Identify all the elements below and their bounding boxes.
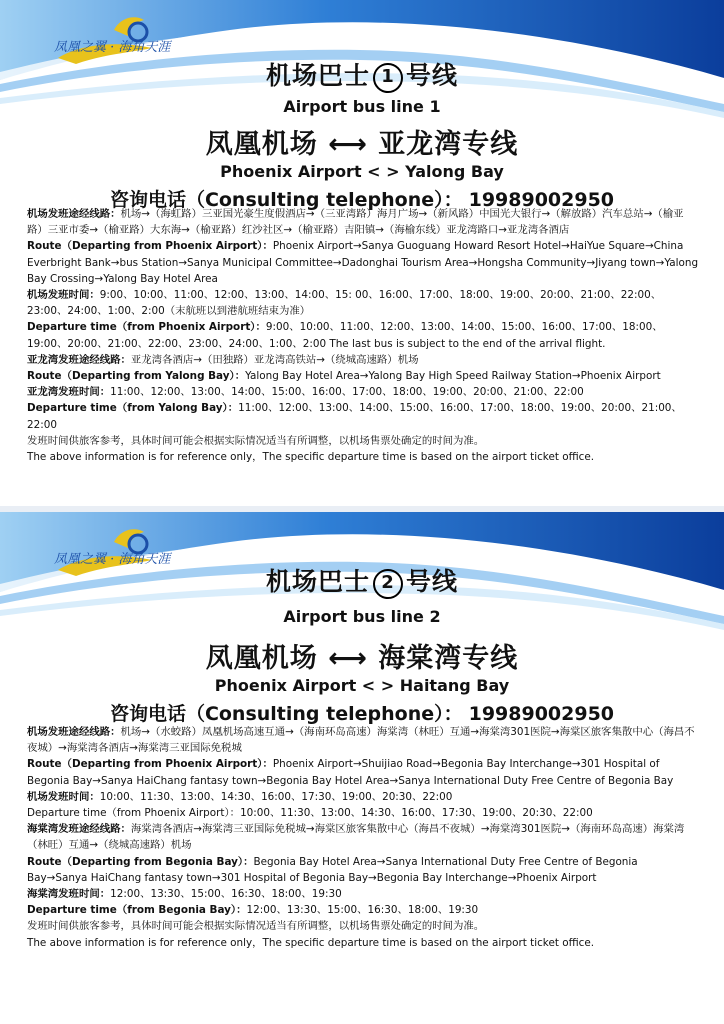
title-prefix: 机场巴士 xyxy=(265,61,370,90)
value: 机场→（海虹路）三亚国光豪生度假酒店→（三亚湾路）海月广场→（新风路）中国光大银行→（解放路）汽车总站→（榆亚路）三亚市委→（榆亚路）大东海→（榆亚路）红沙社区→（榆亚路）吉阳镇→（海榆东线）亚龙湾路口→亚龙湾各酒店 xyxy=(27,208,684,237)
airport-route-en xyxy=(27,238,699,287)
bay-time-cn xyxy=(27,886,699,902)
route-title-english: Phoenix Airport < > Haitang Bay xyxy=(214,676,510,695)
value: 9:00、10:00、11:00、12:00、13:00、14:00、15: 00、16:00、17:00、18:00、19:00、20:00、21:00、22:00、23:00、24:00、1:00、2:00（末航班以到港航班结束为准） xyxy=(27,289,662,318)
label: 机场发班途经线路： xyxy=(27,726,121,738)
airport-time-cn xyxy=(27,789,699,805)
label: 亚龙湾发班途经线路： xyxy=(27,353,131,366)
consulting-telephone xyxy=(0,699,724,726)
label: Departure time（from Phoenix Airport）： xyxy=(27,807,241,820)
bay-route-cn xyxy=(27,352,699,368)
page-title xyxy=(0,56,724,93)
phone-label: 咨询电话（Consulting telephone）： xyxy=(109,189,463,211)
airport-time-en xyxy=(27,805,699,821)
value: 海棠湾各酒店→海棠湾三亚国际免税城→海棠区旅客集散中心（海昌不夜城）→海棠湾301医院→（海南环岛高速）海棠湾（林旺）互通→（绕城高速路）机场 xyxy=(27,823,685,852)
value: 机场→（水蛟路）凤凰机场高速互通→（海南环岛高速）海棠湾（林旺）互通→海棠湾301医院→海棠区旅客集散中心（海昌不夜城）→海棠湾各酒店→海棠湾三亚国际免税城 xyxy=(27,726,695,755)
route-title-chinese: 凤凰机场 ⟷ 亚龙湾专线 xyxy=(205,129,519,160)
bay-time-cn xyxy=(27,384,699,400)
page-title xyxy=(0,562,724,599)
route-title-chinese: 凤凰机场 ⟷ 海棠湾专线 xyxy=(205,643,519,674)
airport-time-cn xyxy=(27,287,699,319)
label: Departure time（from Phoenix Airport）： xyxy=(27,321,266,334)
title-english: Airport bus line 1 xyxy=(283,97,441,116)
bay-route-en xyxy=(27,368,699,384)
value: Phoenix Airport→Sanya Guoguang Howard Resort Hotel→HaiYue Square→China Everbright Bank→bus Station→Sanya Municipal Committee→Dadonghai Tourism Area→Hongsha Community→Jiyang town→Yalong Bay Crossing→Yalong Bay Hotel Area xyxy=(27,240,699,285)
label: 亚龙湾发班时间： xyxy=(27,386,111,399)
schedule-details xyxy=(27,206,699,465)
value: 亚龙湾各酒店→（田独路）亚龙湾高铁站→（绕城高速路）机场 xyxy=(130,353,419,366)
title-suffix: 号线 xyxy=(406,567,459,596)
header xyxy=(0,56,724,212)
phone-number: 19989002950 xyxy=(468,703,615,725)
label: Departure time（from Yalong Bay）： xyxy=(27,402,239,415)
value: 12:00、13:30、15:00、16:30、18:00、19:30 xyxy=(110,888,342,901)
label: 海棠湾发班时间： xyxy=(27,888,111,901)
label: 机场发班途经线路： xyxy=(27,208,121,220)
line-number-badge: 1 xyxy=(373,63,403,93)
value: Phoenix Airport→Shuijiao Road→Begonia Bay Interchange→301 Hospital of Begonia Bay→Sanya HaiChang fantasy town→Begonia Bay Hotel Area→Sanya International Duty Free Centre of Begonia Bay xyxy=(27,758,674,787)
logo-text: 凤凰之翼 · 海角天涯 xyxy=(54,552,171,567)
note-cn: 发班时间供旅客参考，具体时间可能会根据实际情况适当有所调整，以机场售票处确定的时间为准。 xyxy=(27,920,485,933)
value: Yalong Bay Hotel Area→Yalong Bay High Speed Railway Station→Phoenix Airport xyxy=(245,370,661,383)
label: Route（Departing from Begonia Bay）： xyxy=(27,855,254,868)
bus-line-1-flyer xyxy=(0,0,724,506)
value: 11:00、12:00、13:00、14:00、15:00、16:00、17:00、18:00、19:00、20:00、21:00、22:00 xyxy=(110,386,584,399)
airport-time-en xyxy=(27,319,699,351)
label: 海棠湾发班途经线路： xyxy=(27,823,131,836)
bay-route-cn xyxy=(27,821,699,853)
label: Route（Departing from Phoenix Airport）： xyxy=(27,758,273,771)
airport-route-cn xyxy=(27,206,699,238)
note-en: The above information is for reference only，The specific departure time is based on the airport ticket office. xyxy=(27,936,595,949)
logo-text: 凤凰之翼 · 海角天涯 xyxy=(54,40,171,55)
note-cn: 发班时间供旅客参考，具体时间可能会根据实际情况适当有所调整，以机场售票处确定的时间为准。 xyxy=(27,434,485,447)
bus-line-2-flyer xyxy=(0,512,724,1024)
value: 10:00、11:30、13:00、14:30、16:00、17:30、19:00、20:30、22:00 xyxy=(240,807,593,820)
title-prefix: 机场巴士 xyxy=(265,567,370,596)
bay-time-en xyxy=(27,400,699,432)
bay-time-en xyxy=(27,902,699,918)
value: 9:00、10:00、11:00、12:00、13:00、14:00、15:00、16:00、17:00、18:00、19:00、20:00、21:00、22:00、23:00、24:00、1:00、2:00 The last bus is subject to the end of the arrival flight. xyxy=(27,321,663,350)
label: Departure time（from Begonia Bay）： xyxy=(27,904,247,917)
label: 机场发班时间： xyxy=(27,790,100,803)
note-en: The above information is for reference only，The specific departure time is based on the airport ticket office. xyxy=(27,451,595,464)
value: 10:00、11:30、13:00、14:30、16:00、17:30、19:00、20:30、22:00 xyxy=(99,790,453,803)
header xyxy=(0,562,724,726)
label: 机场发班时间： xyxy=(27,289,100,302)
phone-number: 19989002950 xyxy=(468,189,615,211)
label: Route（Departing from Yalong Bay）： xyxy=(27,370,246,383)
airport-route-cn xyxy=(27,724,699,756)
airport-route-en xyxy=(27,756,699,788)
bay-route-en xyxy=(27,854,699,886)
value: Begonia Bay Hotel Area→Sanya International Duty Free Centre of Begonia Bay→Sanya HaiChang fantasy town→301 Hospital of Begonia Bay→Begonia Bay Interchange→Phoenix Airport xyxy=(27,855,638,884)
value: 12:00、13:30、15:00、16:30、18:00、19:30 xyxy=(246,904,479,917)
label: Route（Departing from Phoenix Airport）： xyxy=(27,240,273,253)
title-english: Airport bus line 2 xyxy=(283,607,441,626)
value: 11:00、12:00、13:00、14:00、15:00、16:00、17:00、18:00、19:00、20:00、21:00、22:00 xyxy=(27,402,682,431)
title-suffix: 号线 xyxy=(406,61,459,90)
schedule-details xyxy=(27,724,699,951)
line-number-badge: 2 xyxy=(373,569,403,599)
route-title-english: Phoenix Airport < > Yalong Bay xyxy=(220,162,504,181)
phone-label: 咨询电话（Consulting telephone）： xyxy=(109,703,463,725)
